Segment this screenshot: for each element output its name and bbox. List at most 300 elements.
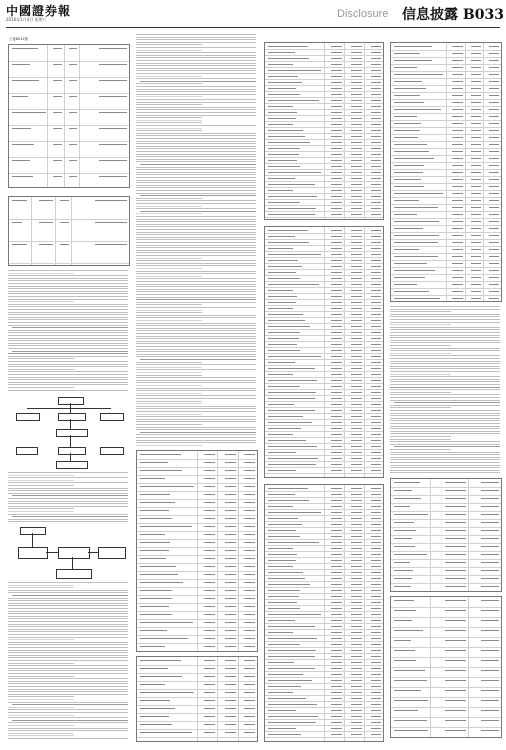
table-cell bbox=[471, 228, 481, 230]
text-line bbox=[140, 81, 256, 82]
table-cell bbox=[351, 500, 362, 502]
text-line bbox=[12, 327, 128, 328]
table-cell bbox=[268, 52, 295, 54]
table-cell bbox=[489, 116, 499, 118]
table-cell bbox=[481, 586, 499, 588]
table-column-rule bbox=[483, 43, 484, 301]
table-row-rule bbox=[9, 263, 129, 264]
table-cell bbox=[268, 314, 303, 316]
table-cell bbox=[489, 165, 499, 167]
table-cell bbox=[69, 64, 77, 66]
table-cell bbox=[268, 208, 316, 210]
table-cell bbox=[371, 208, 381, 210]
table-row-rule bbox=[9, 219, 129, 220]
table-cell bbox=[351, 722, 362, 724]
text-line bbox=[390, 340, 500, 341]
table-cell bbox=[204, 606, 215, 608]
table-cell bbox=[351, 542, 362, 544]
table-cell bbox=[268, 386, 300, 388]
table-cell bbox=[371, 530, 381, 532]
table-cell bbox=[371, 524, 381, 526]
table-cell bbox=[331, 302, 342, 304]
table-cell bbox=[331, 524, 342, 526]
table-cell bbox=[331, 632, 342, 634]
flow-box bbox=[56, 461, 88, 469]
table-cell bbox=[244, 708, 255, 710]
table-cell bbox=[331, 626, 342, 628]
right-table-bottom bbox=[390, 596, 502, 738]
table-cell bbox=[204, 716, 215, 718]
text-line bbox=[136, 234, 256, 235]
text-line bbox=[8, 696, 74, 697]
text-line bbox=[8, 585, 74, 586]
table-cell bbox=[53, 80, 62, 82]
text-line bbox=[136, 294, 256, 295]
table-cell bbox=[331, 160, 342, 162]
table-cell bbox=[204, 542, 215, 544]
text-line bbox=[136, 34, 256, 35]
table-cell bbox=[452, 207, 462, 209]
table-cell bbox=[394, 95, 420, 97]
table-row-rule bbox=[391, 503, 501, 504]
table-cell bbox=[371, 202, 381, 204]
text-line bbox=[136, 156, 256, 157]
table-cell bbox=[140, 716, 169, 718]
text-line bbox=[8, 485, 74, 486]
text-line bbox=[136, 317, 256, 318]
table-cell bbox=[268, 422, 312, 424]
table-cell bbox=[331, 88, 342, 90]
text-line bbox=[136, 83, 202, 84]
text-line bbox=[8, 377, 128, 378]
text-line bbox=[8, 652, 128, 653]
table-row-rule bbox=[9, 141, 129, 142]
table-cell bbox=[371, 362, 381, 364]
table-cell bbox=[481, 690, 499, 692]
text-line bbox=[8, 707, 74, 708]
text-line bbox=[8, 506, 128, 507]
text-line bbox=[8, 642, 128, 643]
continued-tag: 上接B032版 bbox=[9, 37, 28, 41]
text-line bbox=[136, 445, 202, 446]
table-cell bbox=[331, 404, 342, 406]
table-column-rule bbox=[344, 227, 345, 477]
table-cell bbox=[331, 488, 342, 490]
table-cell bbox=[351, 632, 362, 634]
table-row-rule bbox=[9, 93, 129, 94]
table-cell bbox=[489, 200, 499, 202]
text-line bbox=[136, 86, 256, 87]
section-title: 信息披露 B033 bbox=[402, 7, 504, 23]
table-cell bbox=[225, 660, 236, 662]
table-cell bbox=[471, 151, 481, 153]
table-cell bbox=[471, 284, 481, 286]
table-cell bbox=[53, 160, 62, 162]
table-cell bbox=[471, 277, 481, 279]
text-line bbox=[390, 342, 500, 343]
table-cell bbox=[371, 590, 381, 592]
table-cell bbox=[204, 630, 215, 632]
table-cell bbox=[394, 630, 423, 632]
text-line bbox=[390, 428, 500, 429]
table-cell bbox=[351, 656, 362, 658]
table-cell bbox=[268, 130, 303, 132]
text-line bbox=[136, 393, 202, 394]
table-cell bbox=[489, 207, 499, 209]
text-line bbox=[8, 493, 128, 494]
text-line bbox=[136, 117, 202, 118]
text-line bbox=[136, 245, 256, 246]
table-cell bbox=[204, 574, 215, 576]
table-cell bbox=[95, 200, 127, 202]
table-cell bbox=[331, 94, 342, 96]
text-line bbox=[136, 427, 256, 428]
text-line bbox=[136, 193, 256, 194]
table-row-rule bbox=[391, 647, 501, 648]
text-line bbox=[390, 394, 500, 395]
table-cell bbox=[394, 650, 415, 652]
table-cell bbox=[371, 106, 381, 108]
table-cell bbox=[371, 422, 381, 424]
text-line bbox=[8, 631, 128, 632]
text-line bbox=[390, 374, 451, 375]
table-cell bbox=[371, 398, 381, 400]
table-column-rule bbox=[364, 43, 365, 219]
table-cell bbox=[331, 196, 342, 198]
table-cell bbox=[452, 88, 462, 90]
text-line bbox=[8, 634, 128, 635]
table-column-rule bbox=[217, 657, 218, 741]
table-cell bbox=[452, 53, 462, 55]
text-line bbox=[136, 312, 202, 313]
table-cell bbox=[452, 228, 462, 230]
table-cell bbox=[268, 554, 297, 556]
text-line bbox=[8, 702, 128, 703]
text-line bbox=[136, 286, 256, 287]
table-cell bbox=[268, 716, 318, 718]
table-cell bbox=[445, 730, 466, 732]
text-line bbox=[136, 333, 256, 334]
text-line bbox=[136, 76, 202, 77]
table-cell bbox=[452, 235, 462, 237]
table-cell bbox=[351, 284, 362, 286]
table-cell bbox=[140, 692, 194, 694]
table-cell bbox=[371, 680, 381, 682]
table-cell bbox=[140, 534, 165, 536]
table-cell bbox=[371, 214, 381, 216]
table-row-rule bbox=[391, 495, 501, 496]
table-cell bbox=[445, 650, 466, 652]
table-cell bbox=[331, 184, 342, 186]
text-line bbox=[8, 314, 128, 315]
table-cell bbox=[371, 166, 381, 168]
table-cell bbox=[244, 518, 255, 520]
table-cell bbox=[471, 256, 481, 258]
table-cell bbox=[331, 214, 342, 216]
text-line bbox=[8, 709, 128, 710]
text-line bbox=[136, 414, 202, 415]
table-cell bbox=[331, 686, 342, 688]
table-cell bbox=[204, 692, 215, 694]
text-line bbox=[136, 255, 256, 256]
text-line bbox=[8, 475, 74, 476]
table-cell bbox=[481, 530, 499, 532]
table-cell bbox=[394, 546, 415, 548]
text-line bbox=[8, 644, 128, 645]
table-cell bbox=[371, 386, 381, 388]
table-column-rule bbox=[217, 451, 218, 651]
table-cell bbox=[371, 290, 381, 292]
table-column-rule bbox=[364, 227, 365, 477]
table-cell bbox=[394, 249, 419, 251]
text-line bbox=[136, 187, 256, 188]
text-line bbox=[136, 206, 202, 207]
table-cell bbox=[394, 514, 428, 516]
text-line bbox=[136, 250, 256, 251]
text-line bbox=[390, 444, 500, 445]
table-cell bbox=[481, 570, 499, 572]
text-line bbox=[390, 449, 451, 450]
table-cell bbox=[481, 630, 499, 632]
table-cell bbox=[394, 165, 424, 167]
flow-connector bbox=[88, 552, 98, 553]
table-cell bbox=[331, 130, 342, 132]
table-cell bbox=[331, 434, 342, 436]
flow-box bbox=[58, 413, 86, 421]
table-cell bbox=[225, 502, 236, 504]
table-cell bbox=[351, 662, 362, 664]
table-cell bbox=[351, 320, 362, 322]
table-cell bbox=[225, 478, 236, 480]
table-cell bbox=[268, 142, 310, 144]
table-cell bbox=[371, 350, 381, 352]
text-line bbox=[136, 172, 256, 173]
text-line bbox=[390, 454, 500, 455]
table-cell bbox=[244, 724, 255, 726]
table-cell bbox=[394, 263, 427, 265]
table-cell bbox=[268, 542, 319, 544]
text-line bbox=[8, 686, 128, 687]
text-line bbox=[8, 613, 128, 614]
table-cell bbox=[331, 266, 342, 268]
text-line bbox=[136, 354, 256, 355]
table-cell bbox=[371, 368, 381, 370]
text-line bbox=[390, 436, 451, 437]
text-line bbox=[136, 70, 256, 71]
table-cell bbox=[471, 46, 481, 48]
table-cell bbox=[244, 622, 255, 624]
text-line bbox=[8, 657, 128, 658]
text-line bbox=[390, 327, 500, 328]
text-line bbox=[8, 603, 128, 604]
text-line bbox=[8, 699, 74, 700]
table-cell bbox=[69, 112, 77, 114]
table-cell bbox=[204, 708, 215, 710]
text-line bbox=[136, 151, 256, 152]
text-line bbox=[136, 141, 256, 142]
table-cell bbox=[394, 60, 432, 62]
table-cell bbox=[39, 222, 52, 224]
table-column-rule bbox=[324, 43, 325, 219]
table-cell bbox=[394, 670, 425, 672]
financial-table-lower bbox=[136, 656, 258, 742]
table-cell bbox=[268, 392, 316, 394]
table-cell bbox=[204, 676, 215, 678]
flow-box bbox=[56, 429, 88, 437]
table-cell bbox=[331, 512, 342, 514]
table-cell bbox=[331, 202, 342, 204]
table-cell bbox=[331, 536, 342, 538]
table-cell bbox=[471, 249, 481, 251]
table-cell bbox=[53, 64, 62, 66]
table-cell bbox=[204, 502, 215, 504]
table-cell bbox=[394, 538, 412, 540]
table-cell bbox=[371, 650, 381, 652]
table-cell bbox=[140, 700, 170, 702]
text-line bbox=[390, 389, 500, 390]
text-line bbox=[390, 335, 500, 336]
table-cell bbox=[371, 76, 381, 78]
table-cell bbox=[268, 512, 321, 514]
table-cell bbox=[489, 151, 499, 153]
text-line bbox=[136, 109, 256, 110]
text-line bbox=[8, 379, 128, 380]
table-cell bbox=[351, 644, 362, 646]
table-cell bbox=[452, 46, 462, 48]
table-cell bbox=[371, 94, 381, 96]
text-line bbox=[8, 639, 74, 640]
text-line bbox=[8, 722, 128, 723]
table-cell bbox=[394, 554, 427, 556]
table-cell bbox=[140, 724, 172, 726]
table-cell bbox=[331, 602, 342, 604]
text-line bbox=[8, 335, 128, 336]
table-cell bbox=[268, 368, 315, 370]
table-cell bbox=[394, 179, 421, 181]
table-cell bbox=[204, 724, 215, 726]
table-cell bbox=[489, 67, 499, 69]
table-cell bbox=[268, 578, 305, 580]
text-line bbox=[136, 78, 256, 79]
table-cell bbox=[140, 550, 169, 552]
table-cell bbox=[268, 548, 293, 550]
table-cell bbox=[268, 734, 301, 736]
table-cell bbox=[445, 554, 466, 556]
table-cell bbox=[331, 124, 342, 126]
table-cell bbox=[371, 458, 381, 460]
table-cell bbox=[140, 510, 169, 512]
table-cell bbox=[371, 632, 381, 634]
table-cell bbox=[371, 356, 381, 358]
text-line bbox=[136, 273, 256, 274]
table-cell bbox=[394, 522, 414, 524]
text-line bbox=[390, 397, 500, 398]
table-cell bbox=[268, 308, 293, 310]
table-cell bbox=[351, 596, 362, 598]
table-row-rule bbox=[391, 487, 501, 488]
table-cell bbox=[204, 566, 215, 568]
table-cell bbox=[445, 600, 466, 602]
table-row-rule bbox=[391, 607, 501, 608]
table-cell bbox=[394, 46, 432, 48]
table-row-rule bbox=[391, 687, 501, 688]
text-line bbox=[8, 582, 128, 583]
table-cell bbox=[331, 470, 342, 472]
flow-box bbox=[58, 547, 90, 559]
table-cell bbox=[268, 154, 299, 156]
table-cell bbox=[351, 230, 362, 232]
table-row-rule bbox=[391, 551, 501, 552]
text-line bbox=[136, 135, 256, 136]
table-cell bbox=[268, 434, 293, 436]
text-line bbox=[136, 133, 256, 134]
text-line bbox=[8, 715, 74, 716]
table-row-rule bbox=[9, 125, 129, 126]
right-table-top bbox=[390, 42, 502, 302]
text-line bbox=[136, 330, 256, 331]
table-cell bbox=[481, 600, 499, 602]
table-cell bbox=[268, 494, 295, 496]
table-cell bbox=[351, 248, 362, 250]
table-cell bbox=[225, 494, 236, 496]
table-cell bbox=[331, 668, 342, 670]
table-cell bbox=[394, 158, 434, 160]
table-cell bbox=[452, 284, 462, 286]
table-cell bbox=[204, 518, 215, 520]
table-cell bbox=[351, 112, 362, 114]
table-cell bbox=[331, 112, 342, 114]
table-cell bbox=[351, 734, 362, 736]
table-cell bbox=[452, 158, 462, 160]
table-cell bbox=[331, 46, 342, 48]
table-cell bbox=[452, 186, 462, 188]
text-line bbox=[8, 293, 128, 294]
text-line bbox=[8, 618, 128, 619]
text-line bbox=[136, 68, 256, 69]
text-line bbox=[136, 130, 202, 131]
table-cell bbox=[244, 470, 255, 472]
text-line bbox=[136, 268, 202, 269]
text-line bbox=[390, 366, 500, 367]
table-cell bbox=[225, 716, 236, 718]
table-column-rule bbox=[468, 479, 469, 591]
text-line bbox=[390, 345, 451, 346]
column-center-right bbox=[262, 30, 384, 742]
table-cell bbox=[452, 263, 462, 265]
text-line bbox=[8, 280, 128, 281]
balance-sheet-table-2 bbox=[264, 226, 384, 478]
table-cell bbox=[481, 490, 499, 492]
table-cell bbox=[351, 446, 362, 448]
table-cell bbox=[12, 112, 46, 114]
text-line bbox=[390, 329, 500, 330]
text-line bbox=[136, 148, 256, 149]
table-column-rule bbox=[324, 485, 325, 741]
table-cell bbox=[268, 344, 297, 346]
table-cell bbox=[204, 660, 215, 662]
text-line bbox=[8, 296, 128, 297]
table-cell bbox=[452, 81, 462, 83]
text-line bbox=[8, 343, 128, 344]
text-line bbox=[390, 306, 500, 307]
text-line bbox=[136, 44, 202, 45]
table-cell bbox=[225, 708, 236, 710]
text-line bbox=[8, 364, 128, 365]
table-cell bbox=[452, 109, 462, 111]
table-cell bbox=[489, 60, 499, 62]
table-cell bbox=[471, 102, 481, 104]
table-cell bbox=[371, 344, 381, 346]
